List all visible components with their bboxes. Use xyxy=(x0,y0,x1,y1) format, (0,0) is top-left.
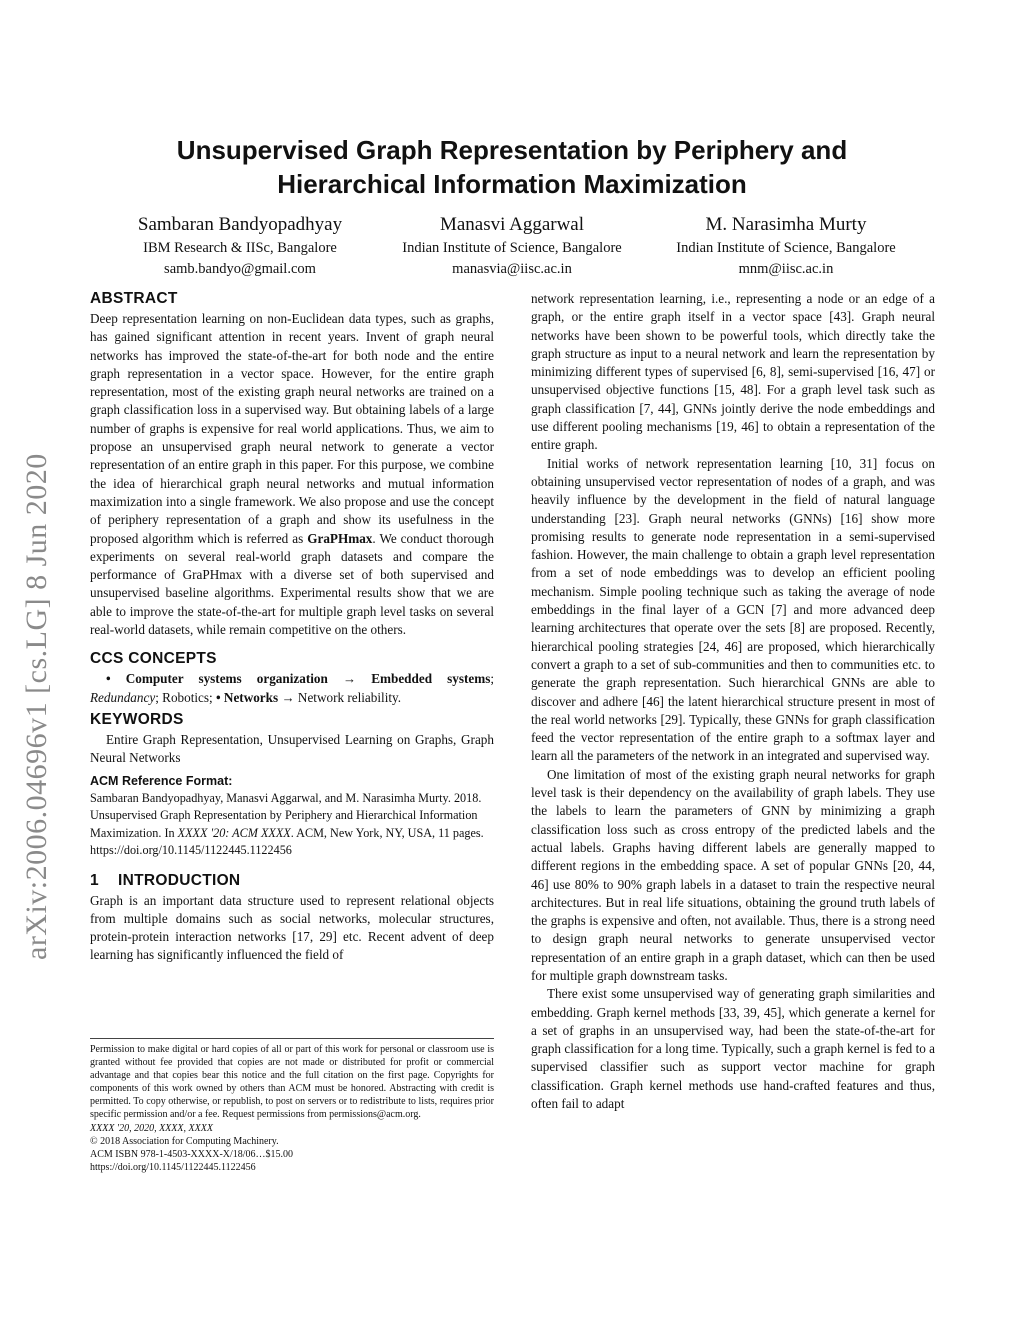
arxiv-stamp: arXiv:2006.04696v1 [cs.LG] 8 Jun 2020 xyxy=(20,453,53,960)
author-1 xyxy=(100,212,380,280)
keywords-heading: KEYWORDS xyxy=(90,710,184,728)
keywords-section xyxy=(90,709,494,768)
isbn: ACM ISBN 978-1-4503-XXXX-X/18/06…$15.00 xyxy=(90,1148,294,1160)
introduction-heading: 1 INTRODUCTION xyxy=(90,871,241,889)
author-affiliation: IBM Research & IISc, Bangalore xyxy=(143,240,337,256)
conference-info: XXXX '20, 2020, XXXX, XXXX xyxy=(90,1122,213,1134)
right-paragraph-4: There exist some unsupervised way of generating graph similarities and embedding. Graph kernel methods [33, 39, 45], which generate a kernel for a set of graphs in an unsupervised way, had been the state-of-the-art for graph classification for a long time. Typically, such a graph kernel is fed to a supervised classifier such as support vector machine for graph classification. Graph kernel methods use hand-crafted features and thus, often fail to adapt xyxy=(531,986,935,1112)
permission-notice: Permission to make digital or hard copies of all or part of this work for personal or classroom use is granted without fee provided that copies are not made or distributed for profit or commercial advantage and that copies bear this notice and the full citation on the first page. Copyrights for components of this work owned by others than ACM must be honored. Abstracting with credit is permitted. To copy otherwise, or republish, to post on servers or to redistribute to lists, requires prior specific permission and/or a fee. Request permissions from permissions@acm.org. xyxy=(90,1044,494,1121)
author-2 xyxy=(372,212,652,280)
acm-reference-text: Sambaran Bandyopadhyay, Manasvi Aggarwal, and M. Narasimha Murty. 2018. Unsupervised Graph Representation by Periphery and Hierarchical Information Maximization. In XXXX '20: ACM XXXX. ACM, New York, NY, USA, 11 pages. https://doi.org/10.1145/1122445.1122456 xyxy=(90,790,484,858)
doi-link[interactable]: https://doi.org/10.1145/1122445.1122456 xyxy=(90,1161,256,1173)
author-name: Manasvi Aggarwal xyxy=(439,214,585,235)
author-affiliation: Indian Institute of Science, Bangalore xyxy=(402,240,622,256)
ccs-text: • Computer systems organization → Embedded systems; Redundancy; Robotics; • Networks → Network reliability. xyxy=(90,671,495,705)
right-paragraph-3: One limitation of most of the existing graph neural networks for graph level task is their dependency on the availability of graph labels. They use the labels to learn the parameters of GNN by minimizing a graph classification loss such as cross entropy of the predicted labels and the actual labels. Graphs having different labels are generally mapped to different regions in the embedding space. A set of popular GNNs [20, 44, 46] use 80% to 90% graph labels in a dataset to train the respective neural architectures. But in real life situations, obtaining the ground truth labels of the graphs is expensive and often, not available. Thus, there is a strong need to design graph neural networks to generate unsupervised vector representation of an entire graph in a graph dataset, which can then be used for multiple graph downstream tasks. xyxy=(531,766,935,983)
author-name: M. Narasimha Murty xyxy=(705,214,867,235)
acm-reference-heading: ACM Reference Format: xyxy=(90,773,233,788)
left-column xyxy=(90,288,494,965)
author-affiliation: Indian Institute of Science, Bangalore xyxy=(676,240,896,256)
right-paragraph-2: Initial works of network representation learning [10, 31] focus on obtaining unsupervised vector representation of nodes of a graph, and was heavily influence by the development in the field of natural language understanding [23]. Graph neural networks (GNNs) [16] show more promising results to generate node representation in a semi-supervised fashion. However, the main challenge to obtain a graph level representation from a set of node embeddings was to develop an efficient pooling mechanism. Simple pooling technique such as taking the average of node embeddings in the final layer of a GCN [7] and more advanced deep learning architectures that operate over the sets [8] are proposed. Recently, hierarchical pooling strategies [24, 46] are proposed, which hierarchically convert a graph to a set of sub-communities and then to communities etc. to generate the graph representation. Such hierarchical GNNs are able to discover and adhere [46] the latent hierarchical structure present in most of the real world networks [29]. Typically, these GNNs for graph classification feed the vector representation of the entire graph to a softmax layer and learn all the parameters of the network in an integrated and supervised way. xyxy=(531,455,935,764)
copyright-block xyxy=(90,1038,494,1174)
abstract-text: Deep representation learning on non-Euclidean data types, such as graphs, has gained significant attention in recent years. Invent of graph neural networks has improved the state-of-the-art for both node and the entire graph representation in a vector space. However, for the entire graph representation, most of the existing graph neural networks are trained on a graph classification loss in a supervised way. But obtaining labels of a large number of graphs is expensive for real world applications. Thus, we aim to propose an unsupervised graph neural network to generate a vector representation of an entire graph in this paper. For this purpose, we combine the idea of hierarchical graph neural networks and mutual information maximization into a single framework. We also propose and use the concept of periphery representation of a graph and show its usefulness in the proposed algorithm which is referred as GraPHmax. We conduct thorough experiments on several real-world graph datasets and compare the performance of GraPHmax with a diverse set of both supervised and unsupervised baseline algorithms. Experimental results show that we are able to improve the state-of-the-art for multiple graph level tasks on several real-world datasets, while remain competitive on the others. xyxy=(90,311,494,638)
right-paragraph-1: network representation learning, i.e., representing a node or an edge of a graph, or the entire graph itself in a vector space [43]. Graph neural networks have been shown to be powerful tools, which directly take the graph structure as input to a neural network and learn the representation by minimizing different types of supervised [6, 8], semi-supervised [16, 47] or unsupervised objective functions [15, 48]. For a graph level task such as graph classification [7, 44], GNNs jointly derive the node embeddings and use different pooling mechanisms [19, 46] to obtain a representation of the entire graph. xyxy=(531,291,935,453)
author-name: Sambaran Bandyopadhyay xyxy=(137,214,343,235)
author-email: manasvia@iisc.ac.in xyxy=(452,261,572,277)
ccs-heading: CCS CONCEPTS xyxy=(90,650,217,668)
author-email: samb.bandyo@gmail.com xyxy=(164,261,316,277)
algorithm-name: GraPHmax xyxy=(307,530,373,546)
ccs-section xyxy=(90,648,494,707)
intro-paragraph-1: Graph is an important data structure used to represent relational objects from multiple domains such as social networks, molecular structures, protein-protein interaction networks [17, 29] etc. Recent advent of deep learning has significantly influenced the field of xyxy=(90,892,494,963)
author-email: mnm@iisc.ac.in xyxy=(738,261,834,277)
keywords-text: Entire Graph Representation, Unsupervised Learning on Graphs, Graph Neural Networks xyxy=(90,731,494,766)
abstract-heading: ABSTRACT xyxy=(90,290,178,307)
author-3 xyxy=(646,212,926,280)
introduction-section xyxy=(90,870,494,965)
acm-reference-section xyxy=(90,772,494,860)
copyright-year: © 2018 Association for Computing Machinery. xyxy=(90,1135,279,1147)
right-column xyxy=(531,290,935,1113)
paper-title: Unsupervised Graph Representation by Periphery and Hierarchical Information Maximization xyxy=(176,135,848,199)
abstract-section xyxy=(90,288,494,639)
